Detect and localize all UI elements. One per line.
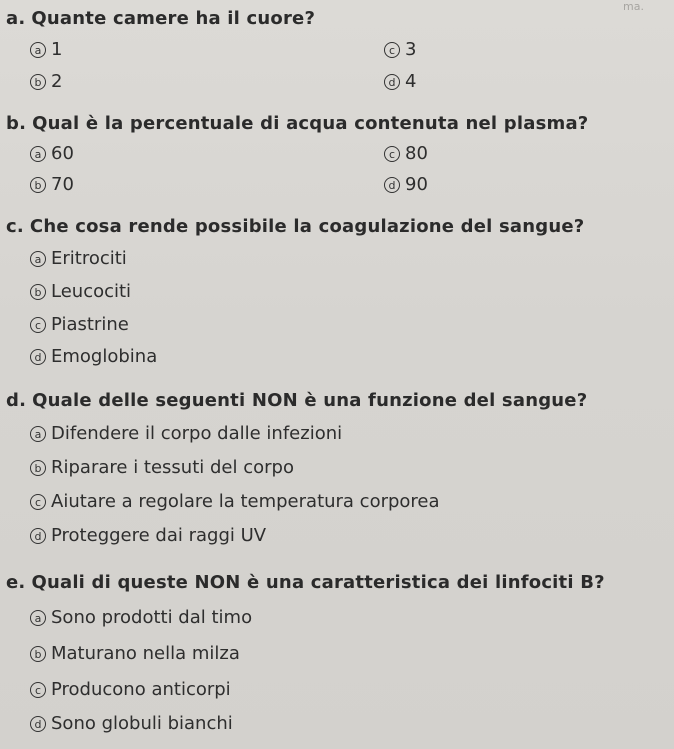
option-letter-circle: c (30, 494, 46, 510)
question-letter: e. (6, 572, 26, 593)
option-text: 3 (405, 39, 417, 60)
option-d[interactable] (384, 174, 428, 195)
option-text: Leucociti (51, 281, 132, 302)
question-text (6, 216, 584, 237)
option-b[interactable] (30, 174, 74, 195)
option-letter-circle: c (384, 42, 400, 58)
option-letter-circle: c (30, 317, 46, 333)
option-letter-circle: a (30, 146, 46, 162)
option-text: 90 (405, 174, 428, 195)
option-d[interactable] (384, 71, 416, 92)
option-text: Aiutare a regolare la temperatura corporea (51, 491, 440, 512)
option-text: Sono globuli bianchi (51, 713, 233, 734)
question-letter: a. (6, 8, 26, 29)
option-letter-circle: d (30, 716, 46, 732)
option-letter-circle: a (30, 42, 46, 58)
option-text: 2 (51, 71, 63, 92)
option-letter-circle: b (30, 284, 46, 300)
option-text: Riparare i tessuti del corpo (51, 457, 294, 478)
option-a[interactable] (30, 143, 74, 164)
option-letter-circle: c (30, 682, 46, 698)
option-b[interactable] (30, 643, 240, 664)
option-a[interactable] (30, 248, 127, 269)
option-c[interactable] (30, 679, 231, 700)
option-letter-circle: a (30, 251, 46, 267)
option-text: Difendere il corpo dalle infezioni (51, 423, 343, 444)
option-letter-circle: b (30, 460, 46, 476)
option-c[interactable] (384, 143, 428, 164)
option-c[interactable] (30, 491, 440, 512)
option-letter-circle: d (30, 528, 46, 544)
question-label: Che cosa rende possibile la coagulazione del sangue? (29, 216, 585, 237)
option-text: Eritrociti (51, 248, 127, 269)
question-label: Quali di queste NON è una caratteristica dei linfociti B? (31, 572, 605, 593)
option-b[interactable] (30, 281, 131, 302)
option-letter-circle: d (384, 74, 400, 90)
option-text: 1 (51, 39, 63, 60)
option-text: Producono anticorpi (51, 679, 231, 700)
option-text: Piastrine (51, 314, 129, 335)
option-d[interactable] (30, 525, 266, 546)
question-text (6, 572, 605, 593)
question-letter: c. (6, 216, 24, 237)
corner-mark: ma. (623, 0, 644, 13)
option-d[interactable] (30, 713, 233, 734)
option-letter-circle: a (30, 610, 46, 626)
option-c[interactable] (30, 314, 129, 335)
option-b[interactable] (30, 457, 294, 478)
option-letter-circle: c (384, 146, 400, 162)
option-text: 4 (405, 71, 417, 92)
question-text (6, 113, 588, 134)
question-label: Qual è la percentuale di acqua contenuta nel plasma? (32, 113, 589, 134)
question-label: Quante camere ha il cuore? (31, 8, 316, 29)
option-letter-circle: b (30, 646, 46, 662)
option-b[interactable] (30, 71, 62, 92)
option-text: Maturano nella milza (51, 643, 240, 664)
option-a[interactable] (30, 607, 252, 628)
option-letter-circle: d (30, 349, 46, 365)
question-label: Quale delle seguenti NON è una funzione del sangue? (32, 390, 588, 411)
option-text: 70 (51, 174, 74, 195)
option-text: Sono prodotti dal timo (51, 607, 253, 628)
option-letter-circle: b (30, 177, 46, 193)
option-a[interactable] (30, 423, 342, 444)
option-letter-circle: a (30, 426, 46, 442)
option-text: Emoglobina (51, 346, 158, 367)
option-letter-circle: d (384, 177, 400, 193)
question-letter: d. (6, 390, 27, 411)
option-c[interactable] (384, 39, 416, 60)
question-letter: b. (6, 113, 27, 134)
option-a[interactable] (30, 39, 62, 60)
question-text (6, 8, 315, 29)
option-text: Proteggere dai raggi UV (51, 525, 267, 546)
option-d[interactable] (30, 346, 157, 367)
option-text: 60 (51, 143, 74, 164)
option-letter-circle: b (30, 74, 46, 90)
option-text: 80 (405, 143, 428, 164)
question-text (6, 390, 587, 411)
